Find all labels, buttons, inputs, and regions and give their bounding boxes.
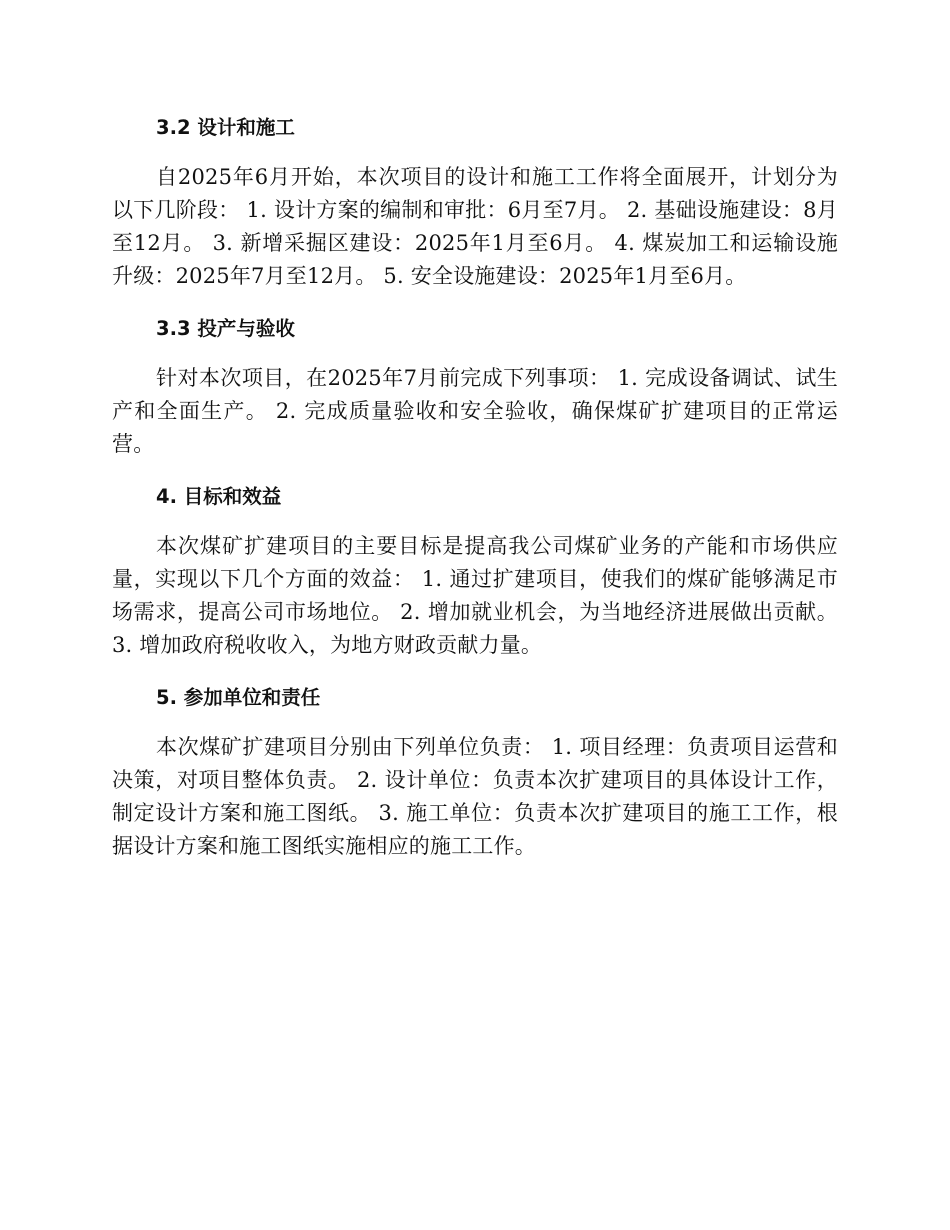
section-heading: 4. 目标和效益 xyxy=(156,485,282,508)
section-5-units-responsibilities xyxy=(112,681,838,863)
section-paragraph: 自2025年6月开始，本次项目的设计和施工工作将全面展开，计划分为以下几阶段： 1. 设计方案的编制和审批：6月至7月。 2. 基础设施建设：8月至12月。 3. 新增采掘区建设：2025年1月至6月。 4. 煤炭加工和运输设施升级：2025年7月至12月。 5. 安全设施建设：2025年1月至6月。 xyxy=(112,165,838,288)
section-paragraph: 本次煤矿扩建项目的主要目标是提高我公司煤矿业务的产能和市场供应量，实现以下几个方面的效益： 1. 通过扩建项目，使我们的煤矿能够满足市场需求，提高公司市场地位。 2. 增加就业机会，为当地经济进展做出贡献。 3. 增加政府税收收入，为地方财政贡献力量。 xyxy=(112,534,838,657)
section-paragraph: 针对本次项目，在2025年7月前完成下列事项： 1. 完成设备调试、试生产和全面生产。 2. 完成质量验收和安全验收，确保煤矿扩建项目的正常运营。 xyxy=(112,366,838,456)
section-3-3-production-acceptance xyxy=(112,312,838,461)
section-paragraph: 本次煤矿扩建项目分别由下列单位负责： 1. 项目经理：负责项目运营和决策，对项目整体负责。 2. 设计单位：负责本次扩建项目的具体设计工作，制定设计方案和施工图纸。 3. 施工单位：负责本次扩建项目的施工工作，根据设计方案和施工图纸实施相应的施工工作。 xyxy=(112,735,838,858)
section-heading: 3.2 设计和施工 xyxy=(156,116,295,139)
section-heading: 3.3 投产与验收 xyxy=(156,317,295,340)
section-heading: 5. 参加单位和责任 xyxy=(156,686,321,709)
section-4-goals-benefits xyxy=(112,480,838,662)
section-3-2-design-construction xyxy=(112,111,838,293)
